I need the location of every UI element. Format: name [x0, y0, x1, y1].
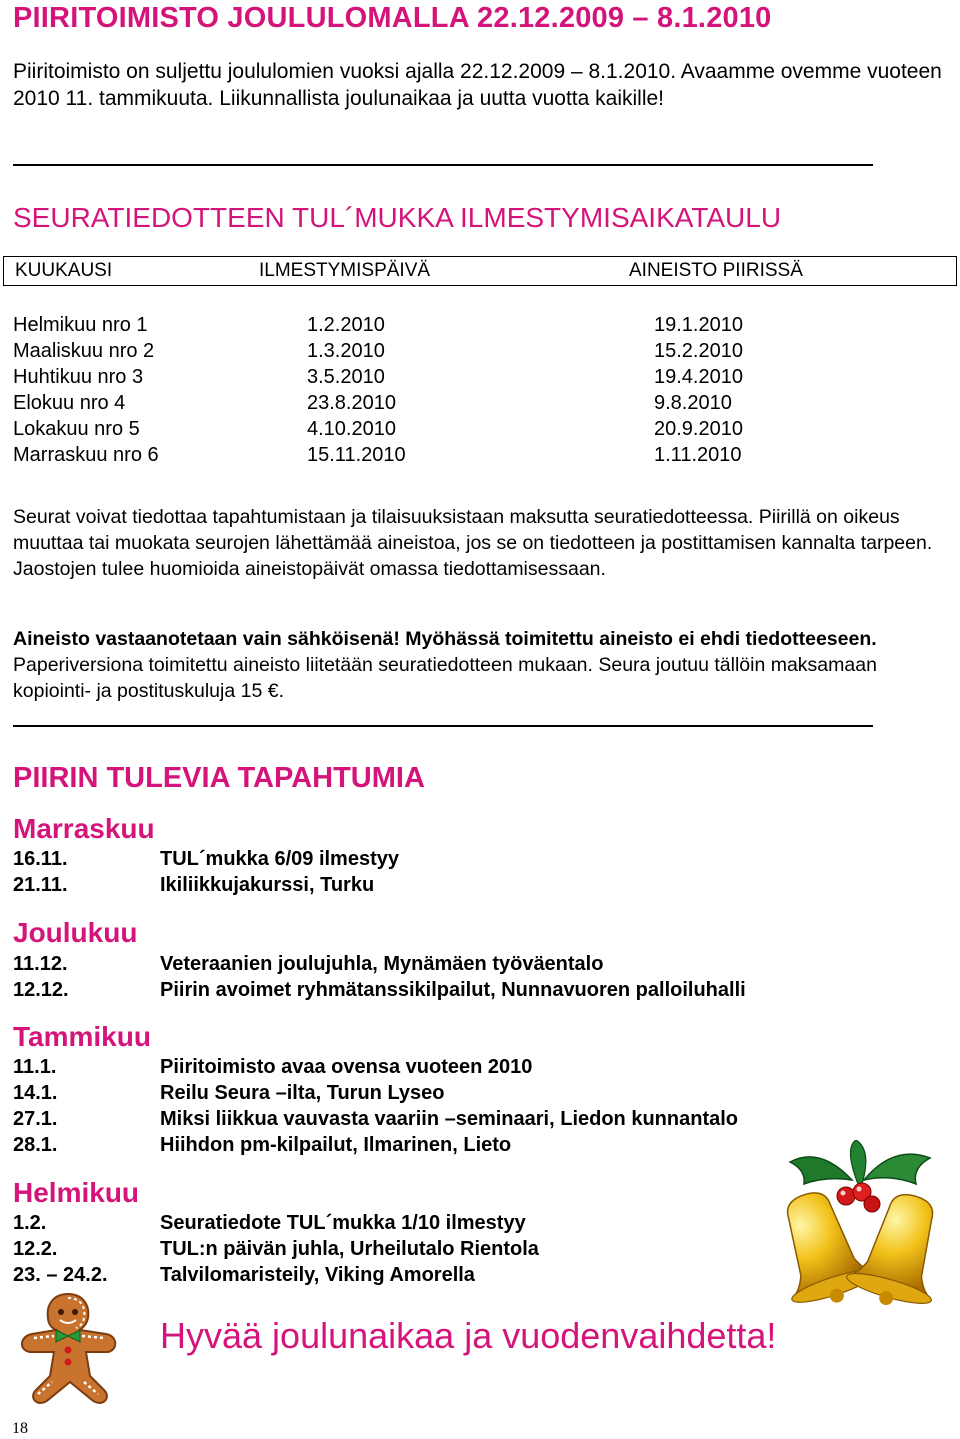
cell-deadline: 15.2.2010 [654, 340, 743, 362]
month-heading: Marraskuu [13, 813, 155, 844]
event-date: 16.11. [13, 848, 68, 870]
greeting: Hyvää joulunaikaa ja vuodenvaihdetta! [160, 1315, 777, 1356]
event-title: TUL´mukka 6/09 ilmestyy [160, 848, 399, 870]
cell-date: 23.8.2010 [307, 392, 396, 414]
table-row [13, 444, 913, 470]
submission-warning [13, 626, 945, 704]
divider [13, 164, 873, 166]
schedule-title: SEURATIEDOTTEEN TUL´MUKKA ILMESTYMISAIKATAULU [13, 202, 782, 233]
event-item [13, 848, 913, 874]
schedule-table-header [3, 256, 957, 286]
cell-month: Huhtikuu nro 3 [13, 366, 144, 388]
table-row [13, 340, 913, 366]
month-heading: Tammikuu [13, 1021, 151, 1052]
cell-deadline: 9.8.2010 [654, 392, 732, 414]
cell-date: 4.10.2010 [307, 418, 396, 440]
event-title: TUL:n päivän juhla, Urheilutalo Rientola [160, 1238, 539, 1260]
cell-month: Lokakuu nro 5 [13, 418, 140, 440]
cell-date: 1.3.2010 [307, 340, 385, 362]
events-title: PIIRIN TULEVIA TAPAHTUMIA [13, 762, 425, 794]
christmas-bells-icon [760, 1140, 956, 1330]
event-date: 12.2. [13, 1238, 58, 1260]
event-date: 11.12. [13, 953, 68, 975]
event-title: Miksi liikkua vauvasta vaariin –seminaari, Liedon kunnantalo [160, 1108, 738, 1130]
cell-date: 3.5.2010 [307, 366, 385, 388]
cell-date: 15.11.2010 [307, 444, 406, 466]
event-title: Veteraanien joulujuhla, Mynämäen työväentalo [160, 953, 604, 975]
cell-month: Maaliskuu nro 2 [13, 340, 155, 362]
gingerbread-man-icon [14, 1290, 122, 1406]
event-title: Hiihdon pm-kilpailut, Ilmarinen, Lieto [160, 1134, 512, 1156]
cell-date: 1.2.2010 [307, 314, 385, 336]
warning-text: Paperiversiona toimitettu aineisto liitetään seuratiedotteen mukaan. Seura joutuu tällöin maksamaan kopiointi- ja postituskuluja 15 €. [13, 654, 877, 702]
column-header: ILMESTYMISPÄIVÄ [259, 260, 431, 281]
event-date: 23. – 24.2. [13, 1264, 108, 1286]
table-row [13, 314, 913, 340]
column-header: AINEISTO PIIRISSÄ [629, 260, 803, 281]
cell-deadline: 20.9.2010 [654, 418, 743, 440]
schedule-note: Seurat voivat tiedottaa tapahtumistaan ja tilaisuuksistaan maksutta seuratiedotteessa. Piirillä on oikeus muuttaa tai muokata seurojen lähettämää aineistoa, jos se on tiedotteen ja postittamisen kannalta tarpeen. Jaostojen tulee huomioida aineistopäivät omassa tiedottamisessaan. [13, 506, 933, 580]
event-title: Ikiliikkujakurssi, Turku [160, 874, 375, 896]
page-number: 18 [12, 1420, 28, 1437]
event-item [13, 1082, 913, 1108]
table-row [13, 418, 913, 444]
event-title: Reilu Seura –ilta, Turun Lyseo [160, 1082, 445, 1104]
cell-deadline: 19.1.2010 [654, 314, 743, 336]
cell-month: Marraskuu nro 6 [13, 444, 159, 466]
event-item [13, 979, 913, 1005]
event-date: 21.11. [13, 874, 68, 896]
cell-deadline: 19.4.2010 [654, 366, 743, 388]
cell-month: Helmikuu nro 1 [13, 314, 148, 336]
event-title: Talvilomaristeily, Viking Amorella [160, 1264, 475, 1286]
event-title: Piirin avoimet ryhmätanssikilpailut, Nunnavuoren palloiluhalli [160, 979, 746, 1001]
event-item [13, 1108, 913, 1134]
month-heading: Helmikuu [13, 1177, 140, 1208]
event-date: 28.1. [13, 1134, 58, 1156]
event-date: 14.1. [13, 1082, 58, 1104]
intro-text: Piiritoimisto on suljettu joululomien vuoksi ajalla 22.12.2009 – 8.1.2010. Avaamme ovemme vuoteen 2010 11. tammikuuta. Liikunnallista joulunaikaa ja uutta vuotta kaikille! [13, 60, 942, 110]
month-heading: Joulukuu [13, 917, 138, 948]
table-row [13, 392, 913, 418]
event-item [13, 953, 913, 979]
event-title: Piiritoimisto avaa ovensa vuoteen 2010 [160, 1056, 533, 1078]
event-date: 1.2. [13, 1212, 47, 1234]
event-date: 27.1. [13, 1108, 58, 1130]
divider [13, 725, 873, 727]
warning-bold: Aineisto vastaanotetaan vain sähköisenä! Myöhässä toimitettu aineisto ei ehdi tiedotteeseen. [13, 628, 877, 650]
event-date: 12.12. [13, 979, 69, 1001]
event-title: Seuratiedote TUL´mukka 1/10 ilmestyy [160, 1212, 526, 1234]
page-title: PIIRITOIMISTO JOULULOMALLA 22.12.2009 – 8.1.2010 [13, 2, 772, 34]
cell-month: Elokuu nro 4 [13, 392, 126, 414]
event-item [13, 1056, 913, 1082]
event-date: 11.1. [13, 1056, 57, 1078]
cell-deadline: 1.11.2010 [654, 444, 742, 466]
column-header: KUUKAUSI [15, 260, 113, 281]
table-row [13, 366, 913, 392]
event-item [13, 874, 913, 900]
